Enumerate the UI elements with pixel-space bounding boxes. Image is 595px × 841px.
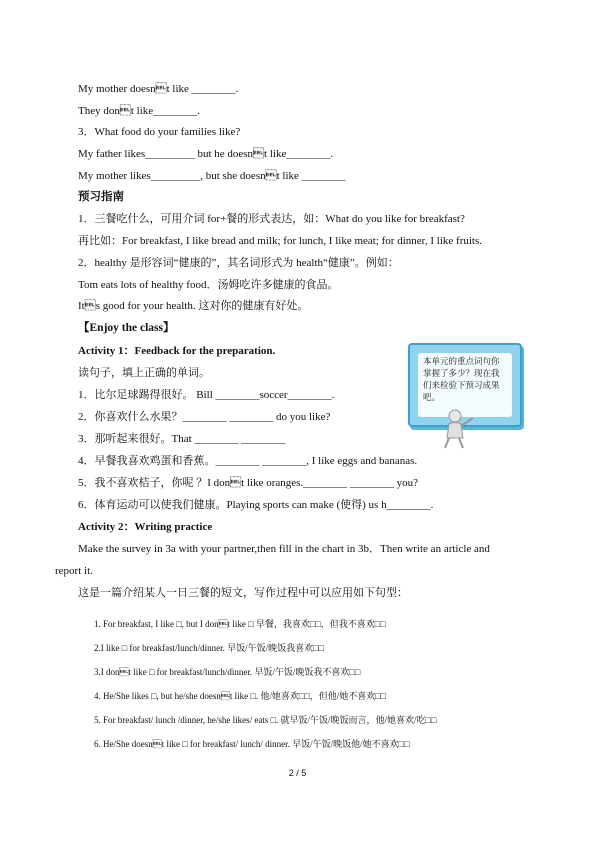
section-heading: 【Enjoy the class】 — [78, 322, 175, 334]
text-line: 2．healthy 是形容词“健康的”，其名词形式为 health“健康”。例如： — [78, 257, 399, 269]
pattern-line: 5. For breakfast/ lunch /dinner, he/she likes/ eats □. 就早饭/午饭/晚饭而言，他/她喜欢/吃□□ — [94, 715, 437, 725]
text-line: My mother likes_________, but she doesnt like ________ — [78, 170, 346, 182]
pattern-line: 6. He/She doesnt like □ for breakfast/ lunch/ dinner. 早饭/午饭/晚饭他/她不喜欢□□ — [94, 739, 410, 749]
page-number: 2 / 5 — [288, 768, 307, 778]
activity-heading: Activity 1：Feedback for the preparation. — [78, 345, 276, 357]
pattern-line: 4. He/She likes □, but he/she doesnt like □. 他/她喜欢□□，但他/她不喜欢□□ — [94, 691, 387, 701]
callout-text: 本单元的重点词句你掌握了多少？现在我们来检验下预习成果吧。 — [418, 353, 512, 417]
text-line: 读句子，填上正确的单词。 — [78, 367, 210, 379]
text-line: 1．三餐吃什么，可用介词 for+餐的形式表达，如：What do you like for breakfast? — [78, 213, 465, 225]
text-line: 5．我不喜欢桔子，你呢 ？I dont like oranges.________ ________ you? — [78, 477, 419, 489]
text-line: My mother doesnt like ________. — [78, 83, 239, 95]
text-line: They dont like________. — [78, 105, 200, 117]
person-figure-icon — [441, 408, 477, 450]
pattern-line: 1. For breakfast, I like □, but I dont like □ 早餐，我喜欢□□，但我不喜欢□□ — [94, 619, 386, 629]
text-line: Its good for your health. 这对你的健康有好处。 — [78, 300, 309, 312]
text-line: 这是一篇介绍某人一日三餐的短文，写作过程中可以应用如下句型： — [78, 587, 408, 599]
text-line: 2．你喜欢什么水果？________ ________ do you like? — [78, 411, 331, 423]
text-line: My father likes_________ but he doesnt like________. — [78, 148, 334, 160]
text-line: 3．What food do your families like? — [78, 126, 241, 138]
text-line: report it. — [55, 565, 93, 577]
text-line: 1．比尔足球踢得很好。 Bill ________soccer________. — [78, 389, 335, 401]
text-line: 4．早餐我喜欢鸡蛋和香蕉。________ ________, I like eggs and bananas. — [78, 455, 418, 467]
activity-heading: Activity 2：Writing practice — [78, 521, 213, 533]
text-line: Tom eats lots of healthy food．汤姆吃许多健康的食品。 — [78, 279, 339, 291]
section-heading: 预习指南 — [78, 191, 124, 203]
text-line: 再比如：For breakfast, I like bread and milk; for lunch, I like meat; for dinner, I like fruits. — [78, 235, 483, 247]
text-line: 6．体育运动可以使我们健康。Playing sports can make (使得) us h________. — [78, 499, 434, 511]
text-line: 3．那听起来很好。That ________ ________ — [78, 433, 286, 445]
pattern-line: 2.I like □ for breakfast/lunch/dinner. 早饭/午饭/晚饭我喜欢□□ — [94, 643, 325, 653]
text-line: Make the survey in 3a with your partner,then fill in the chart in 3b．Then write an article and — [78, 543, 490, 555]
pattern-line: 3.I dont like □ for breakfast/lunch/dinner. 早饭/午饭/晚饭我不喜欢□□ — [94, 667, 361, 677]
